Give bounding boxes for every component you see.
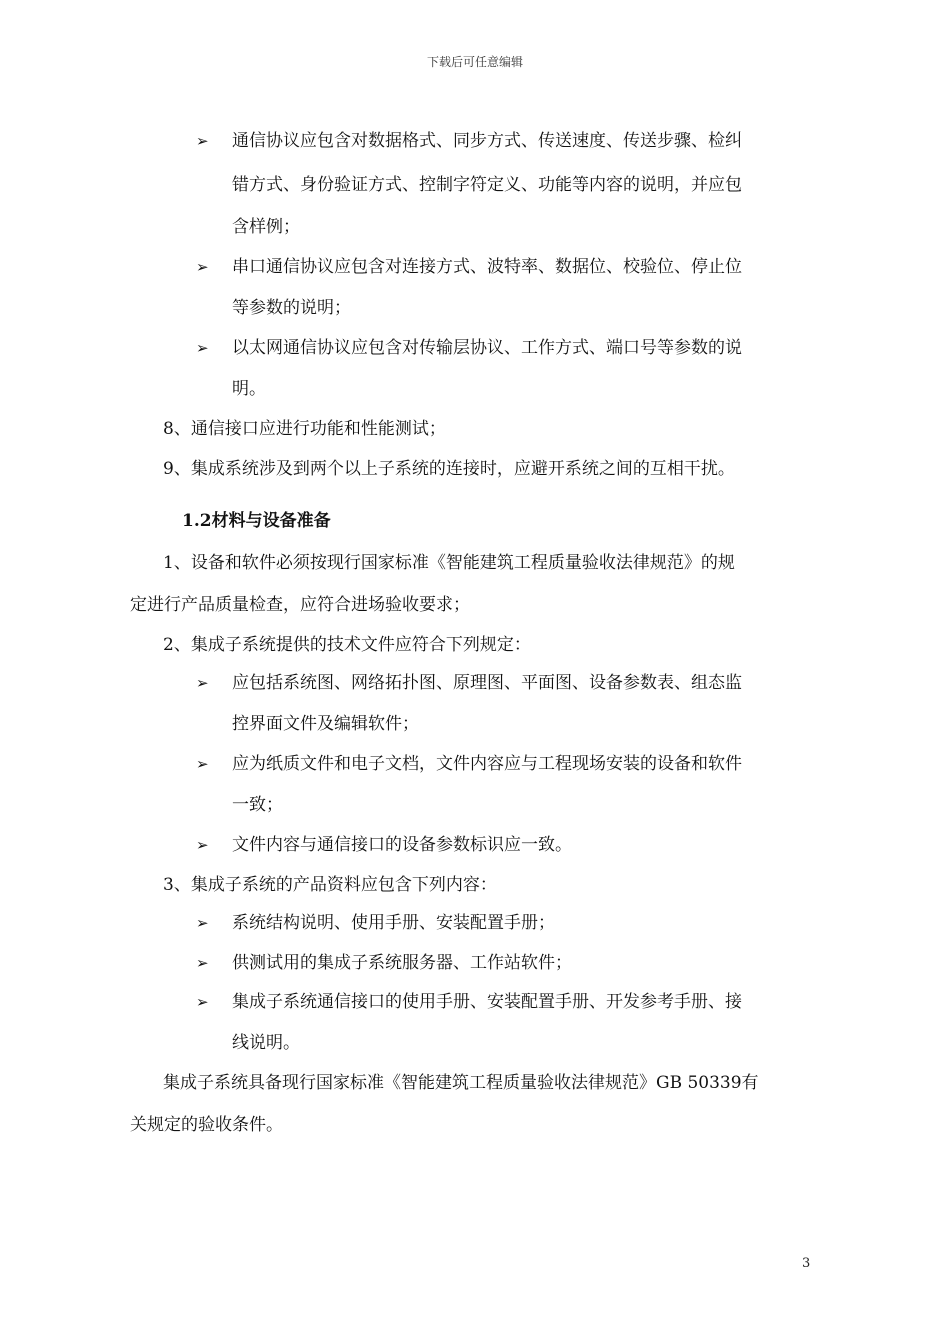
bullet-item-line: 错方式、身份验证方式、控制字符定义、功能等内容的说明，并应包 [232,175,742,195]
bullet-arrow-icon: ➢ [196,954,209,972]
bullet-item-line: 明。 [232,379,266,399]
bullet-arrow-icon: ➢ [196,339,209,357]
bullet-arrow-icon: ➢ [196,258,209,276]
bullet-item-line: 一致； [232,795,283,815]
bullet-arrow-icon: ➢ [196,914,209,932]
bullet-item-line: 供测试用的集成子系统服务器、工作站软件； [232,953,572,973]
bullet-item-line: 系统结构说明、使用手册、安装配置手册； [232,913,555,933]
bullet-item-line: 集成子系统通信接口的使用手册、安装配置手册、开发参考手册、接 [232,992,742,1012]
bullet-item-line: 文件内容与通信接口的设备参数标识应一致。 [232,835,572,855]
page-number: 3 [802,1256,811,1271]
bullet-item-line: 线说明。 [232,1033,300,1053]
section-heading: 1.2材料与设备准备 [182,511,331,531]
bullet-item-line: 含样例； [232,217,300,237]
paragraph-line: 8、通信接口应进行功能和性能测试； [163,419,446,439]
bullet-item-line: 应包括系统图、网络拓扑图、原理图、平面图、设备参数表、组态监 [232,673,742,693]
bullet-arrow-icon: ➢ [196,755,209,773]
bullet-item-line: 串口通信协议应包含对连接方式、波特率、数据位、校验位、停止位 [232,257,742,277]
bullet-item-line: 通信协议应包含对数据格式、同步方式、传送速度、传送步骤、检纠 [232,131,742,151]
bullet-arrow-icon: ➢ [196,674,209,692]
paragraph-line: 9、集成系统涉及到两个以上子系统的连接时，应避开系统之间的互相干扰。 [163,459,735,479]
paragraph-line: 2、集成子系统提供的技术文件应符合下列规定： [163,635,531,655]
paragraph-line: 集成子系统具备现行国家标准《智能建筑工程质量验收法律规范》GB 50339有 [163,1073,759,1093]
page-header: 下载后可任意编辑 [426,55,523,69]
bullet-arrow-icon: ➢ [196,836,209,854]
bullet-item-line: 以太网通信协议应包含对传输层协议、工作方式、端口号等参数的说 [232,338,742,358]
paragraph-line: 1、设备和软件必须按现行国家标准《智能建筑工程质量验收法律规范》的规 [163,553,735,573]
bullet-item-line: 等参数的说明； [232,298,351,318]
bullet-item-line: 控界面文件及编辑软件； [232,714,419,734]
paragraph-line: 定进行产品质量检查，应符合进场验收要求； [130,595,470,615]
bullet-arrow-icon: ➢ [196,993,209,1011]
bullet-item-line: 应为纸质文件和电子文档，文件内容应与工程现场安装的设备和软件 [232,754,742,774]
paragraph-line: 关规定的验收条件。 [130,1115,283,1135]
paragraph-line: 3、集成子系统的产品资料应包含下列内容： [163,875,497,895]
bullet-arrow-icon: ➢ [196,132,209,150]
